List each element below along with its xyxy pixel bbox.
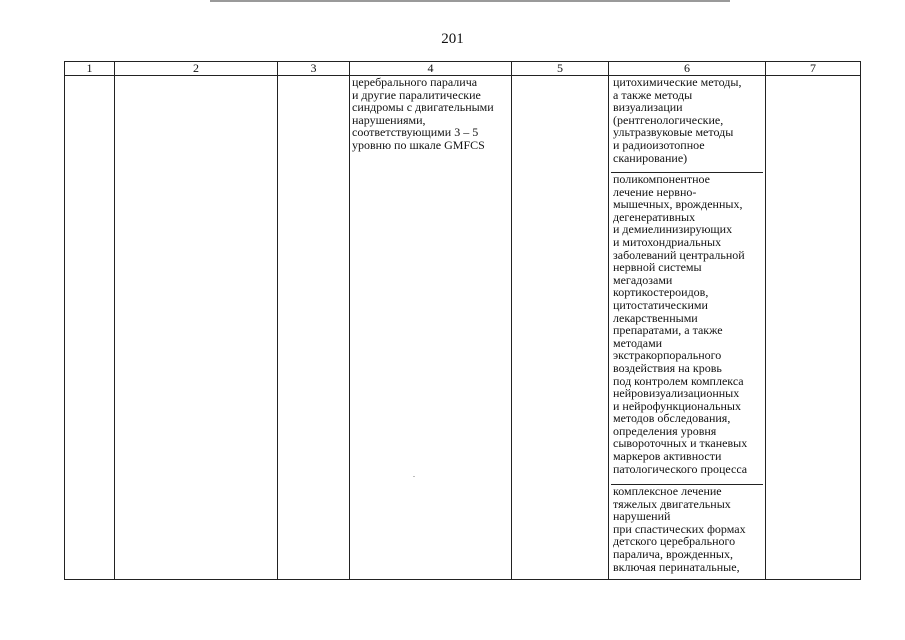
cell-col-2 bbox=[115, 76, 278, 580]
column-header-1: 1 bbox=[65, 62, 115, 76]
cell-col-4-diagnosis: церебрального паралича и другие паралитические синдромы с двигательными нарушениями, соответствующими 3 – 5 уровню по шкале GMFCS bbox=[350, 76, 512, 580]
method-entry-1: цитохимические методы, а также методы визуализации (рентгенологические, ультразвуковые методы и радиоизотопное сканирование) bbox=[613, 75, 742, 165]
column-header-3: 3 bbox=[278, 62, 350, 76]
method-entry-2: поликомпонентное лечение нервно- мышечных, врожденных, дегенеративных и демиелинизирующих и митохондриальных заболеваний центральной нервной системы мегадозами кортикостероидов, цитостатическими лекарственными препаратами, а также методами экстракорпорального воздействия на кровь под контролем комплекса нейровизуализационных и нейрофункциональных методов обследования, определения уровня сывороточных и тканевых маркеров активности патологического процесса bbox=[611, 172, 763, 484]
page-number: 201 bbox=[441, 31, 464, 47]
document-table bbox=[64, 61, 861, 580]
table-header-row bbox=[65, 62, 861, 76]
cell-col-1 bbox=[65, 76, 115, 580]
cell-col-3 bbox=[278, 76, 350, 580]
column-header-4: 4 bbox=[350, 62, 512, 76]
scan-speck bbox=[413, 476, 415, 477]
cell-col-7 bbox=[766, 76, 861, 580]
column-header-2: 2 bbox=[115, 62, 278, 76]
cell-col-5 bbox=[512, 76, 609, 580]
scan-edge-mark bbox=[210, 0, 730, 2]
column-header-7: 7 bbox=[766, 62, 861, 76]
column-header-6: 6 bbox=[609, 62, 766, 76]
column-header-5: 5 bbox=[512, 62, 609, 76]
table-row bbox=[65, 76, 861, 580]
method-entry-3: комплексное лечение тяжелых двигательных нарушений при спастических формах детского церебрального паралича, врожденных, включая перинатальные, bbox=[611, 484, 763, 579]
cell-col-6-methods bbox=[609, 76, 766, 580]
